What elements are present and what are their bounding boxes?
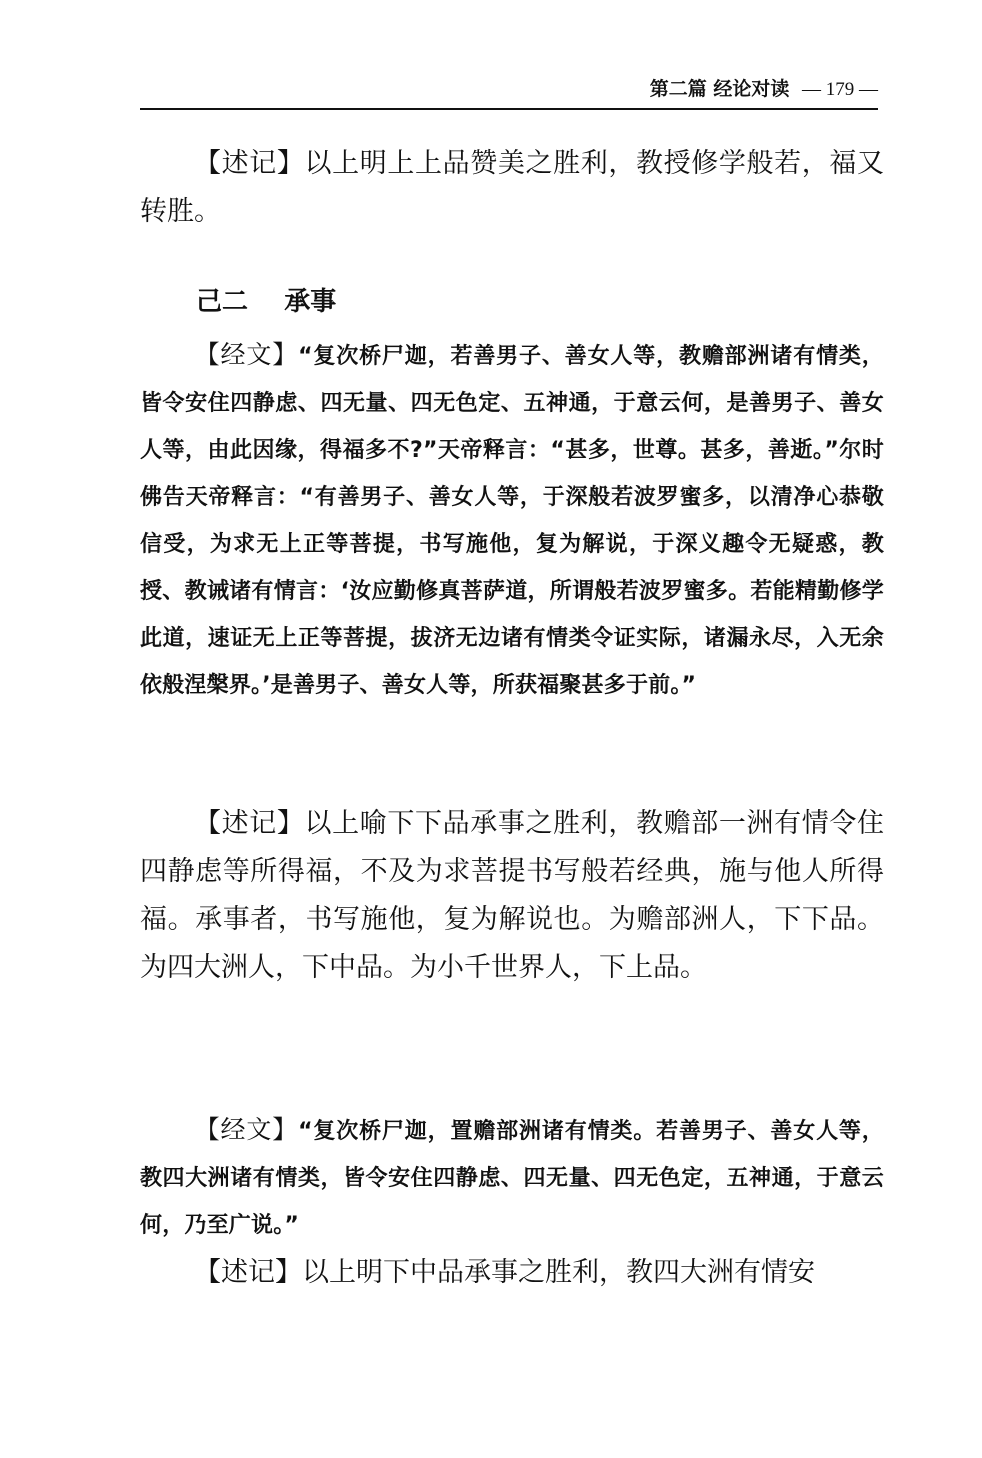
commentary-tag: 【述记】: [194, 1257, 302, 1288]
commentary-tag: 【述记】: [194, 148, 305, 179]
commentary-text: 以上喻下下品承事之胜利，教赡部一洲有情令住四静虑等所得福，不及为求菩提书写般若经典，施与他人所得福。承事者，书写施他，复为解说也。为赡部洲人，下下品。为四大洲人，下中品。为小千世界人，下上品。: [140, 808, 884, 983]
section-heading: 己二 承事: [196, 287, 337, 317]
commentary-paragraph: [140, 140, 884, 236]
header-title: 第二篇 经论对读: [649, 78, 790, 100]
commentary-tag: 【述记】: [194, 808, 305, 839]
page-number: — 179 —: [802, 79, 878, 100]
sutra-text: “复次桥尸迦，置赡部洲诸有情类。若善男子、善女人等，教四大洲诸有情类，皆令安住四静虑、四无量、四无色定，五神通，于意云何，乃至广说。”: [140, 1119, 884, 1238]
commentary-paragraph: [140, 800, 884, 992]
commentary-text: 以上明下中品承事之胜利，教四大洲有情安: [302, 1257, 815, 1288]
commentary-paragraph: [140, 1249, 884, 1297]
running-header: [140, 74, 878, 110]
commentary-text: 以上明上上品赞美之胜利，教授修学般若，福又转胜。: [140, 148, 884, 227]
sutra-tag: 【经文】: [194, 340, 299, 369]
sutra-paragraph: [140, 331, 884, 709]
sutra-tag: 【经文】: [194, 1115, 299, 1144]
sutra-text: “复次桥尸迦，若善男子、善女人等，教赡部洲诸有情类，皆令安住四静虑、四无量、四无色定、五神通，于意云何，是善男子、善女人等，由此因缘，得福多不?”天帝释言：“甚多，世尊。甚多，善逝。”尔时佛告天帝释言：“有善男子、善女人等，于深般若波罗蜜多，以清净心恭敬信受，为求无上正等菩提，书写施他，复为解说，于深义趣令无疑惑，教授、教诫诸有情言：‘汝应勤修真菩萨道，所谓般若波罗蜜多。若能精勤修学此道，速证无上正等菩提，拔济无边诸有情类令证实际，诸漏永尽，入无余依般涅槃界。’是善男子、善女人等，所获福聚甚多于前。”: [140, 344, 884, 698]
sutra-paragraph: [140, 1106, 884, 1249]
